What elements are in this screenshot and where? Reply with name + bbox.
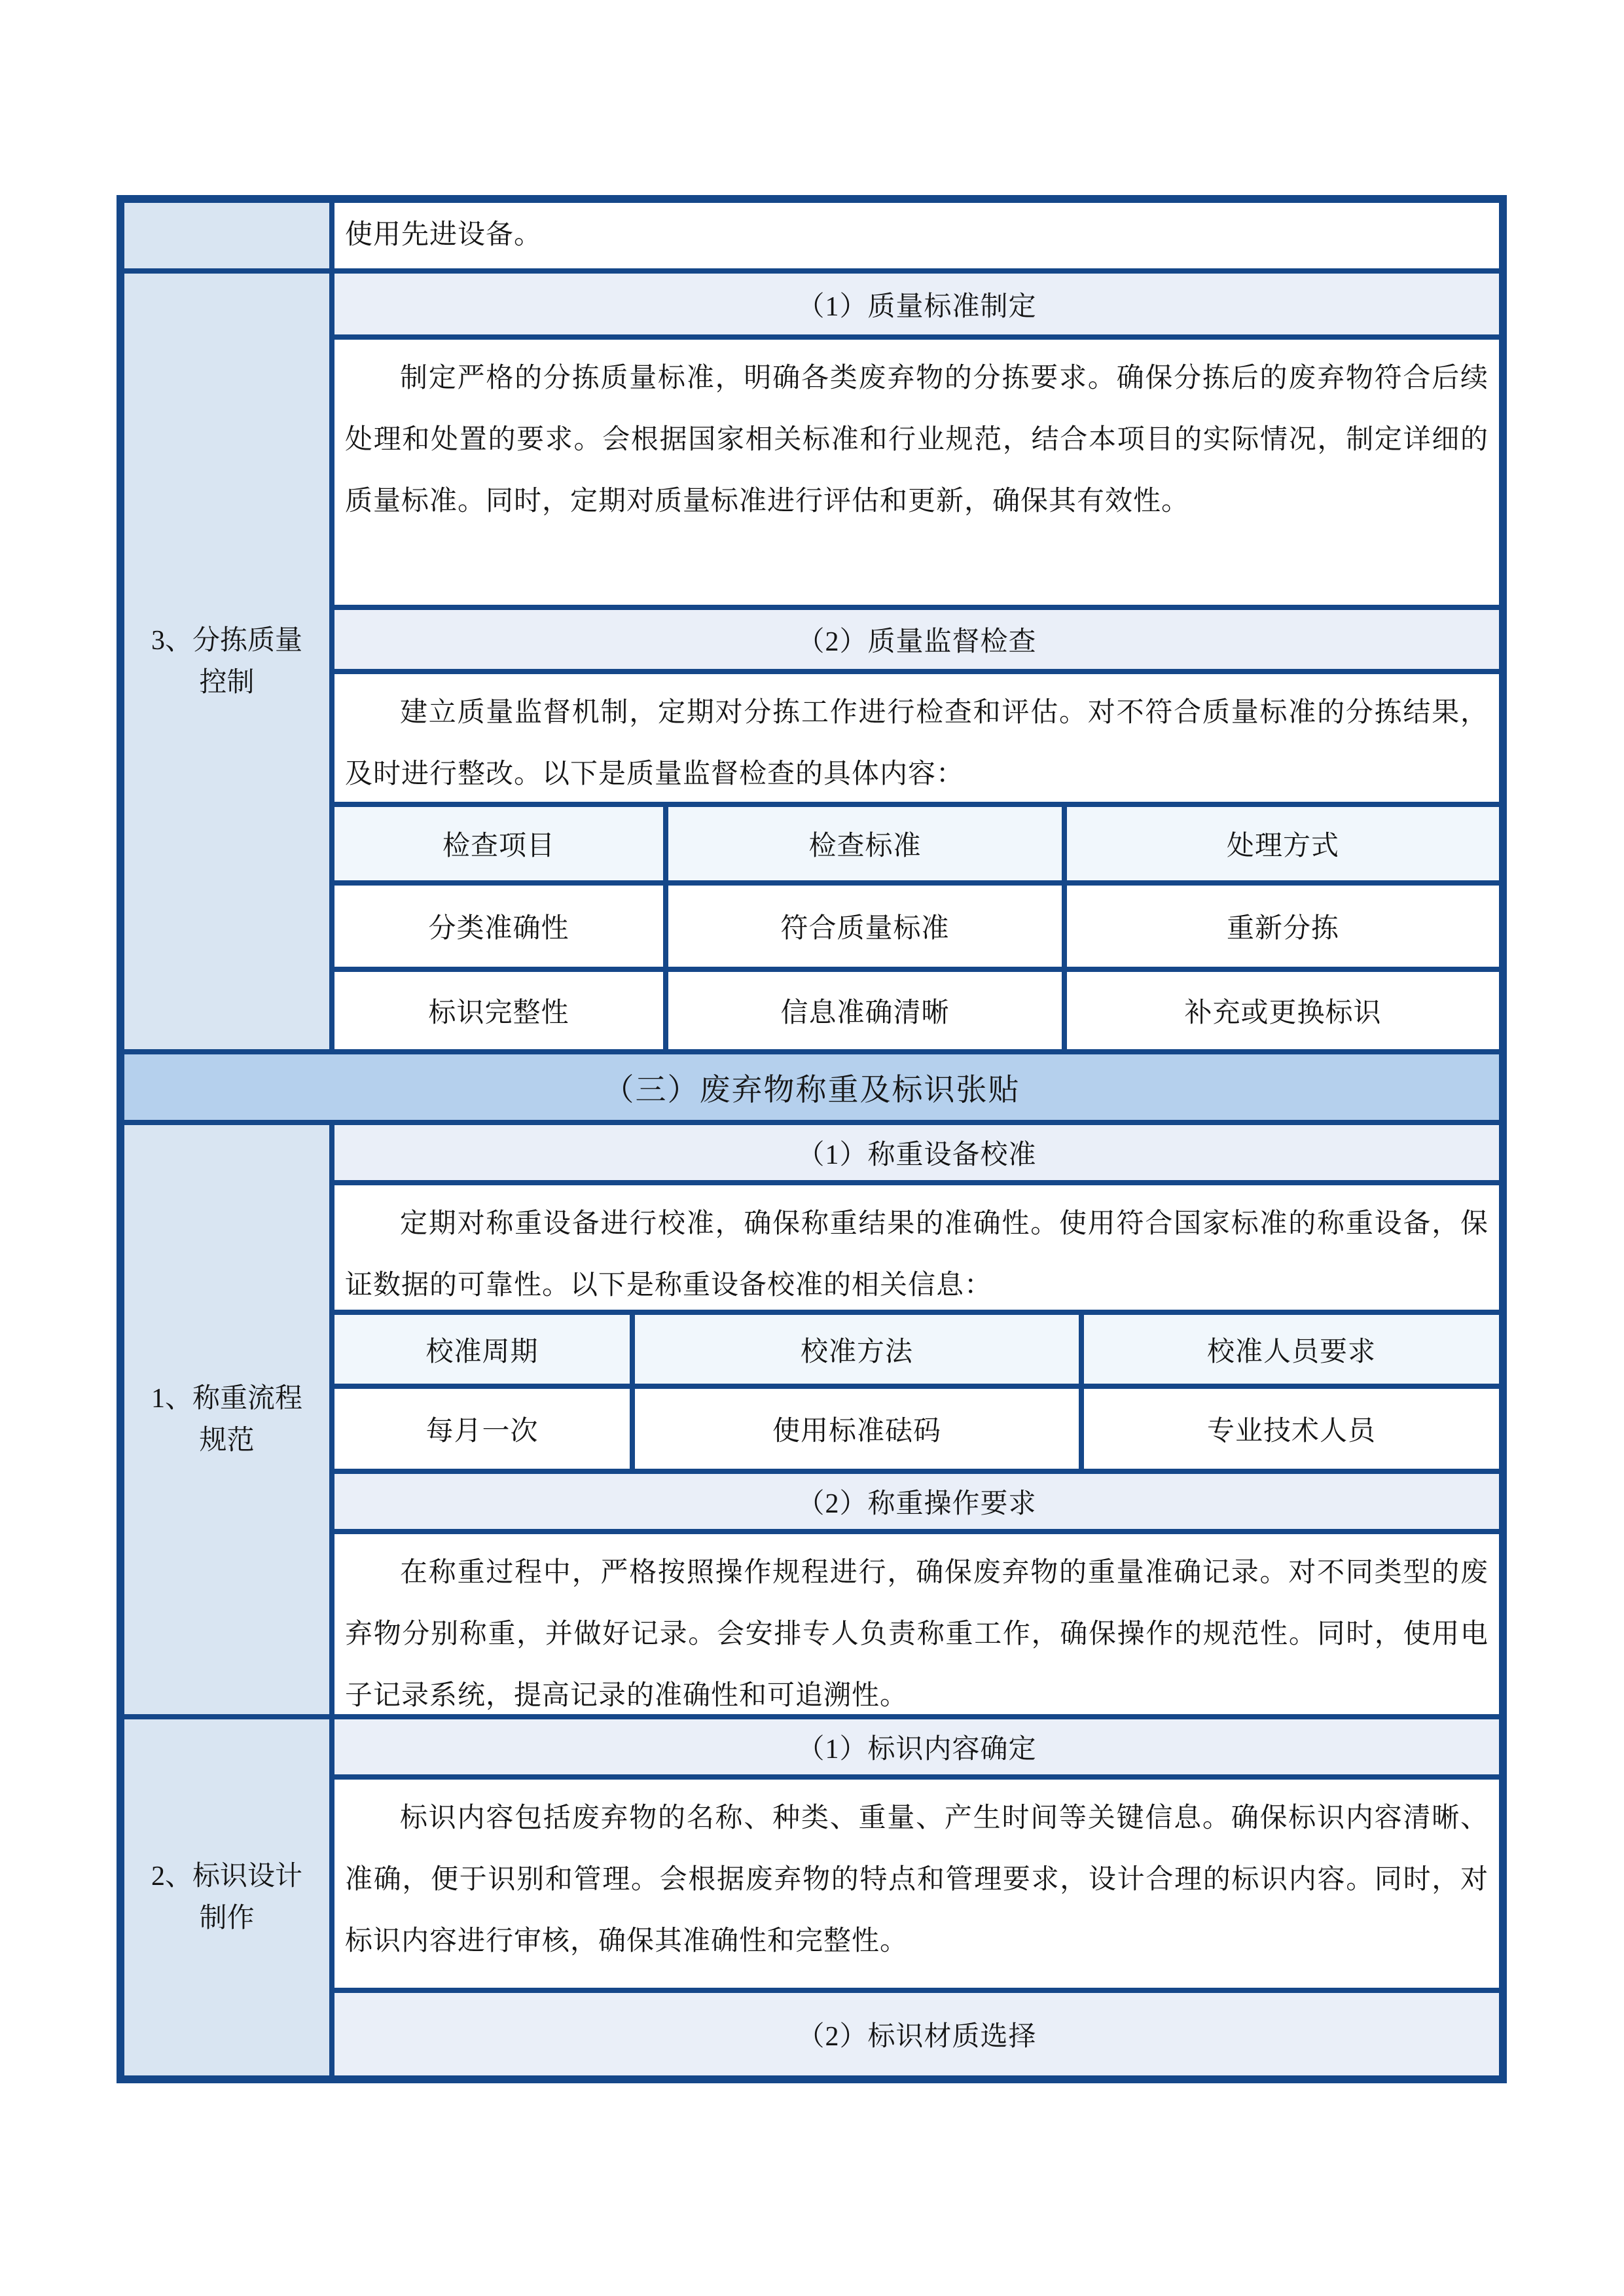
calibration-table-header-row [334, 1315, 1499, 1384]
section-sorting-quality [124, 274, 1499, 1049]
paragraph-quality-inspection: 建立质量监督机制，定期对分拣工作进行检查和评估。对不符合质量标准的分拣结果，及时进行整改。以下是质量监督检查的具体内容： [334, 674, 1499, 802]
subsection-header-device-calibration: （1）称重设备校准 [334, 1125, 1499, 1180]
calibration-header-personnel: 校准人员要求 [1084, 1315, 1499, 1384]
subsection-header-quality-standard: （1）质量标准制定 [334, 274, 1499, 334]
continuation-paragraph: 使用先进设备。 [334, 203, 1499, 268]
section-label-sorting-quality: 3、分拣质量控制 [124, 274, 329, 1049]
calibration-table-row [334, 1389, 1499, 1469]
inspection-table [334, 807, 1499, 1049]
inspection-header-handling: 处理方式 [1067, 807, 1499, 880]
section-label-label-design: 2、标识设计制作 [124, 1719, 329, 2075]
inspection-cell: 重新分拣 [1067, 886, 1499, 967]
calibration-cell: 使用标准砝码 [635, 1389, 1079, 1469]
calibration-header-cycle: 校准周期 [334, 1315, 630, 1384]
inspection-header-standard: 检查标准 [668, 807, 1062, 880]
calibration-cell: 专业技术人员 [1084, 1389, 1499, 1469]
calibration-table [334, 1315, 1499, 1469]
subsection-header-label-content: （1）标识内容确定 [334, 1719, 1499, 1774]
paragraph-device-calibration: 定期对称重设备进行校准，确保称重结果的准确性。使用符合国家标准的称重设备，保证数据的可靠性。以下是称重设备校准的相关信息： [334, 1185, 1499, 1310]
inspection-table-row [334, 972, 1499, 1049]
inspection-cell: 标识完整性 [334, 972, 663, 1049]
inspection-table-header-row [334, 807, 1499, 880]
calibration-cell: 每月一次 [334, 1389, 630, 1469]
inspection-cell: 信息准确清晰 [668, 972, 1062, 1049]
subsection-header-quality-inspection: （2）质量监督检查 [334, 610, 1499, 669]
inspection-cell: 补充或更换标识 [1067, 972, 1499, 1049]
paragraph-quality-standard: 制定严格的分拣质量标准，明确各类废弃物的分拣要求。确保分拣后的废弃物符合后续处理和处置的要求。会根据国家相关标准和行业规范，结合本项目的实际情况，制定详细的质量标准。同时，定期对质量标准进行评估和更新，确保其有效性。 [334, 340, 1499, 605]
section-label-design [124, 1719, 1499, 2075]
subsection-header-label-material: （2）标识材质选择 [334, 1993, 1499, 2075]
inspection-header-item: 检查项目 [334, 807, 663, 880]
inspection-cell: 分类准确性 [334, 886, 663, 967]
label-cell-empty [124, 203, 329, 268]
paragraph-label-content: 标识内容包括废弃物的名称、种类、重量、产生时间等关键信息。确保标识内容清晰、准确，便于识别和管理。会根据废弃物的特点和管理要求，设计合理的标识内容。同时，对标识内容进行审核，确保其准确性和完整性。 [334, 1780, 1499, 1988]
paragraph-weighing-operation: 在称重过程中，严格按照操作规程进行，确保废弃物的重量准确记录。对不同类型的废弃物分别称重，并做好记录。会安排专人负责称重工作，确保操作的规范性。同时，使用电子记录系统，提高记录的准确性和可追溯性。 [334, 1534, 1499, 1714]
waste-management-table [117, 195, 1507, 2083]
table-row [124, 203, 1499, 268]
section-weighing-process [124, 1125, 1499, 1714]
inspection-cell: 符合质量标准 [668, 886, 1062, 967]
subsection-header-weighing-operation: （2）称重操作要求 [334, 1474, 1499, 1529]
section-label-weighing-process: 1、称重流程规范 [124, 1125, 329, 1714]
section-banner: （三）废弃物称重及标识张贴 [124, 1054, 1499, 1120]
calibration-header-method: 校准方法 [635, 1315, 1079, 1384]
inspection-table-row [334, 886, 1499, 967]
